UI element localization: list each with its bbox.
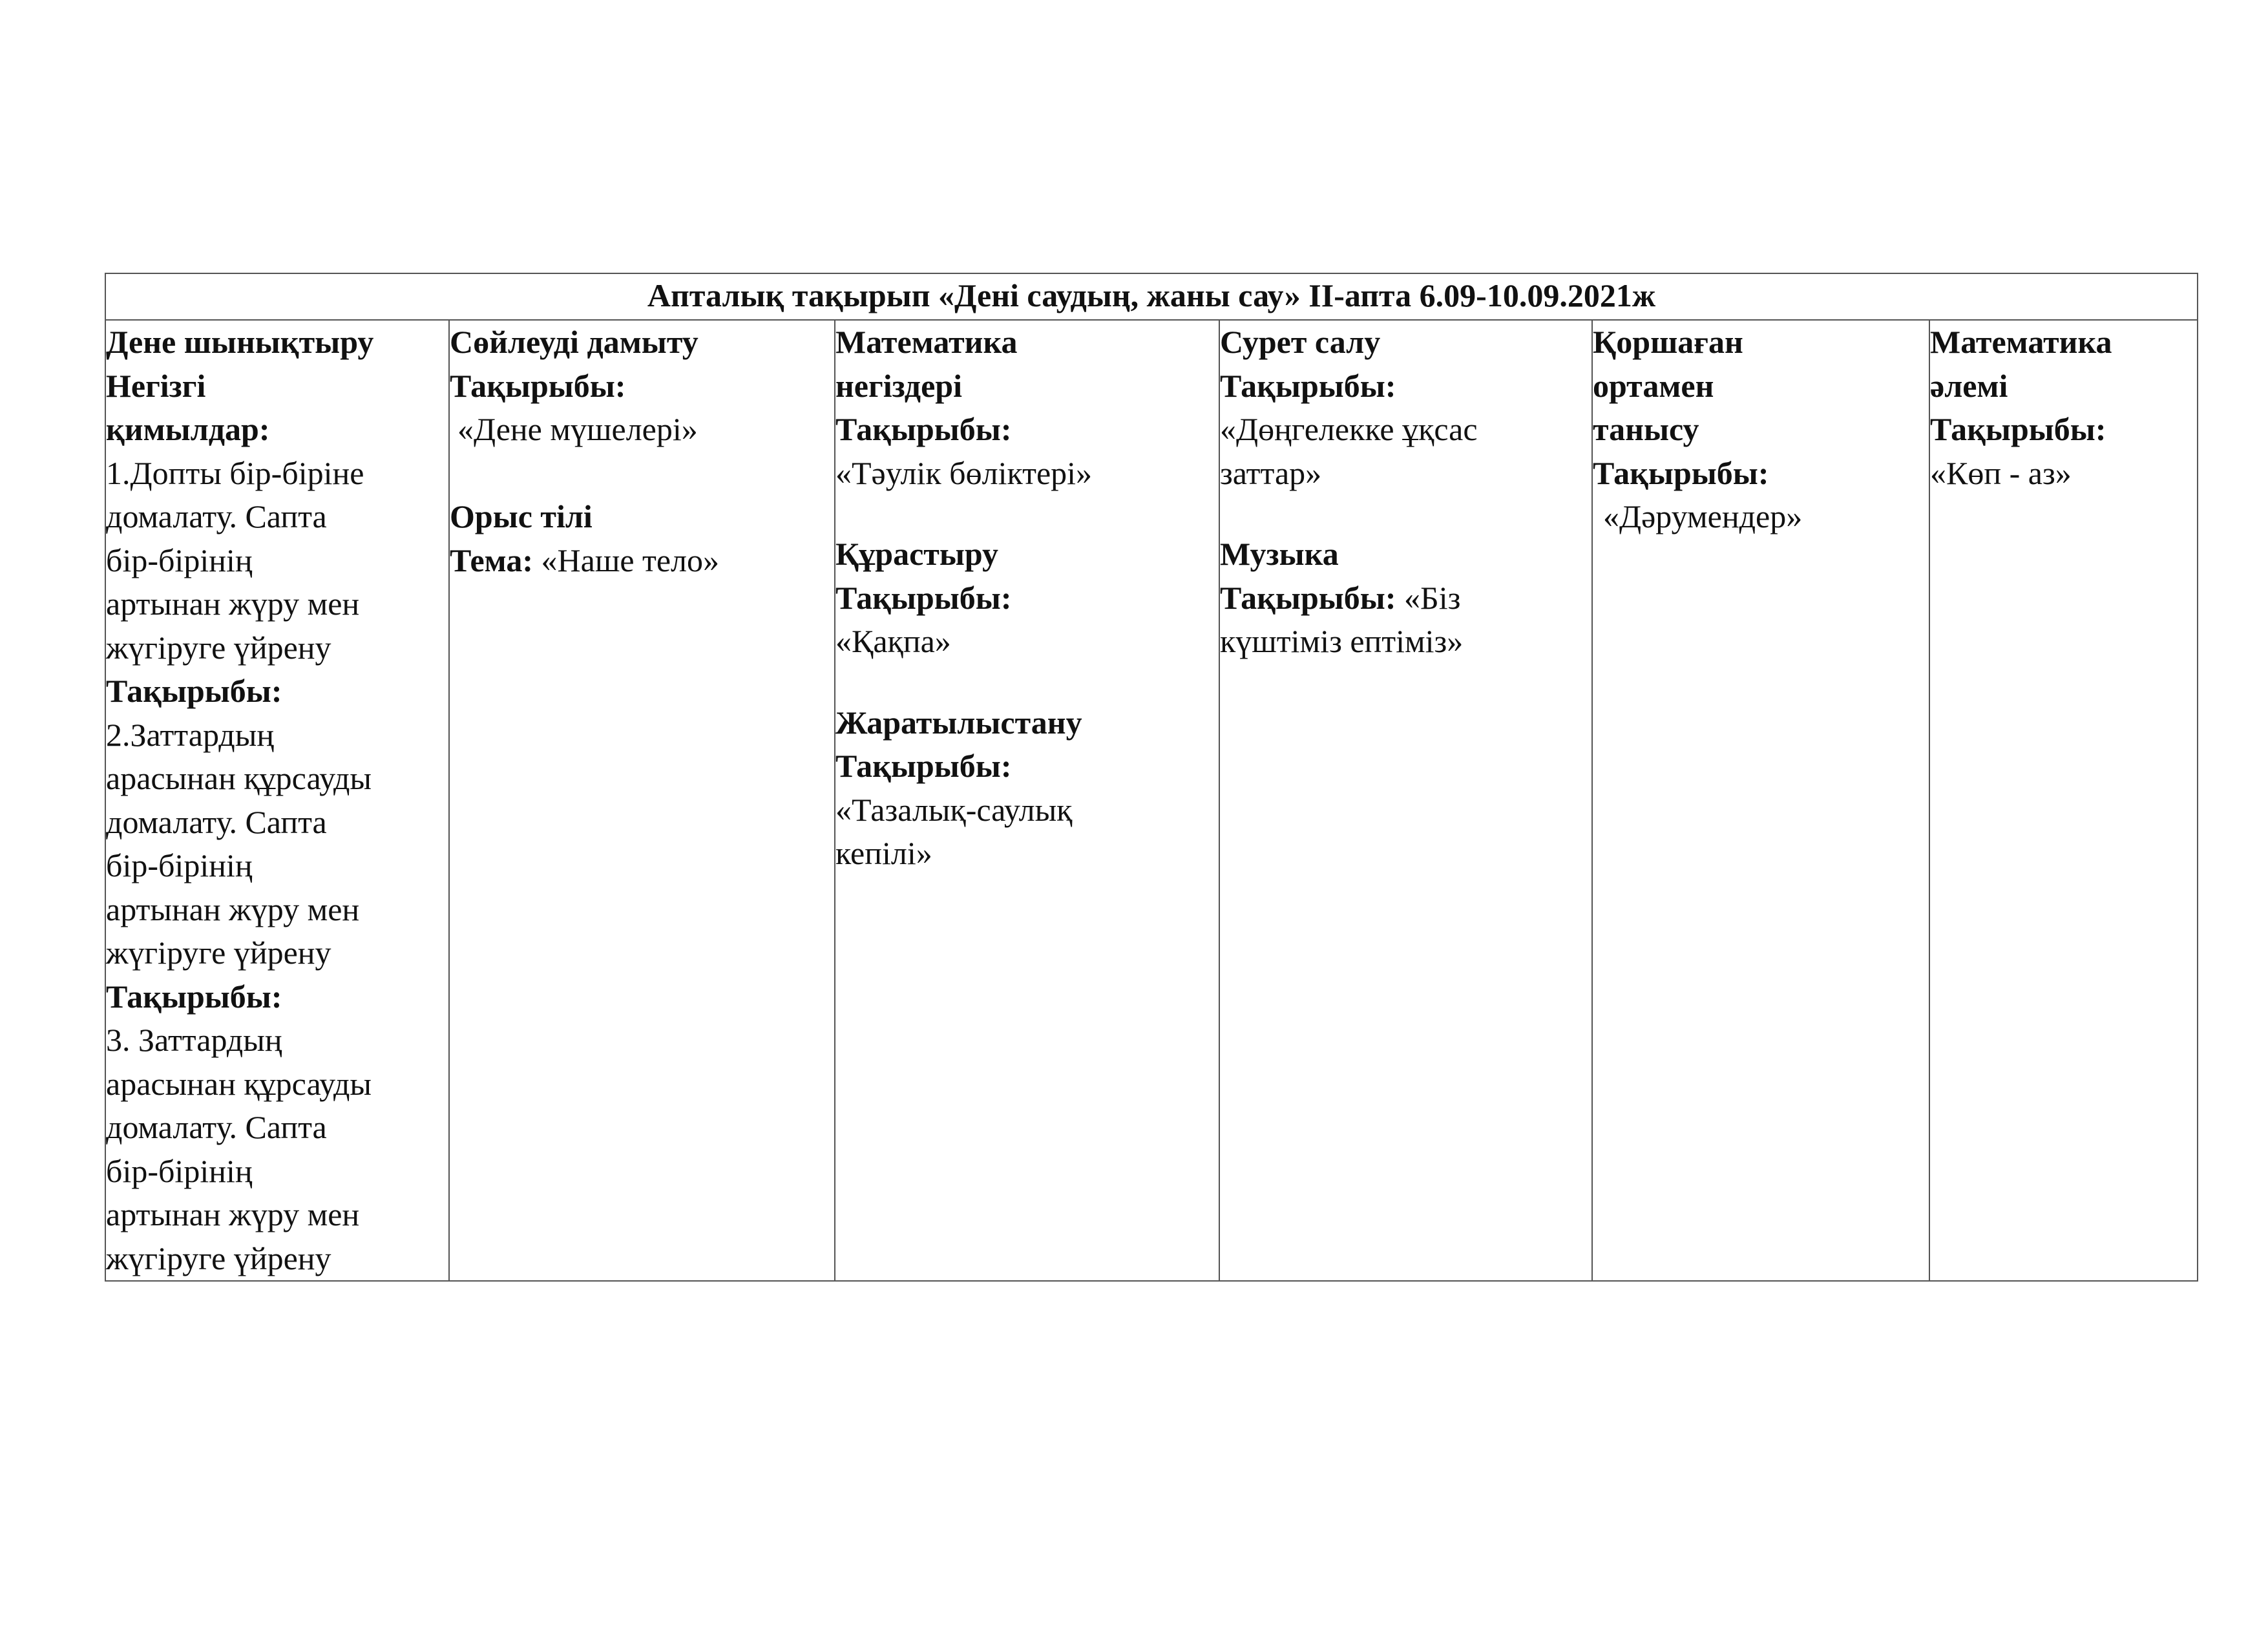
column-drawing xyxy=(1219,320,1592,1281)
topic-text: «Дене мүшелері» xyxy=(457,411,698,447)
subject-environment-a: Қоршаған xyxy=(1593,324,1743,360)
topic-text-b: күштіміз ептіміз» xyxy=(1220,623,1464,659)
subject-music: Музыка xyxy=(1220,536,1339,572)
text-line: арасынан құрсауды xyxy=(106,760,372,796)
topic-text-b: заттар» xyxy=(1220,454,1322,491)
topic-text-a: «Дөңгелекке ұқсас xyxy=(1220,411,1478,447)
column-world-of-math xyxy=(1929,320,2198,1281)
weekly-plan-table xyxy=(105,273,2198,1282)
physical-education-lines xyxy=(106,321,448,1280)
topic-label: Тақырыбы: xyxy=(450,367,626,404)
text-line: домалату. Сапта xyxy=(106,803,327,840)
subject-speech-development: Сөйлеуді дамыту xyxy=(450,324,698,360)
topic-label: Тақырыбы: xyxy=(835,579,1012,616)
text-line: арасынан құрсауды xyxy=(106,1065,372,1102)
topic-text-a: «Тазалық-саулық xyxy=(835,791,1073,828)
text-line: жүгіруге үйрену xyxy=(106,629,331,666)
topic-text: «Көп - аз» xyxy=(1930,454,2072,491)
topic-label: Тема: xyxy=(450,542,534,578)
topic-text: «Наше тело» xyxy=(533,542,720,578)
column-environment xyxy=(1592,320,1929,1281)
table-title: Апталық тақырып «Дені саудың, жаны сау» ІІ-апта 6.09-10.09.2021ж xyxy=(105,273,2198,320)
topic-text-b: кепілі» xyxy=(835,835,932,871)
text-line: бір-бірінің xyxy=(106,542,253,578)
subject-math-basics-a: Математика xyxy=(835,324,1018,360)
heading-line: Тақырыбы: xyxy=(106,978,282,1015)
topic-label: Тақырыбы: xyxy=(835,411,1012,447)
text-line: домалату. Сапта xyxy=(106,498,327,534)
topic-text: «Тәулік бөліктері» xyxy=(835,454,1093,491)
subject-drawing: Сурет салу xyxy=(1220,324,1381,360)
heading-line: Тақырыбы: xyxy=(106,673,282,709)
subject-construction: Құрастыру xyxy=(835,536,999,572)
title-row xyxy=(105,273,2198,320)
heading-line: қимылдар: xyxy=(106,411,270,447)
text-line: жүгіруге үйрену xyxy=(106,935,331,971)
subject-world-of-math-a: Математика xyxy=(1930,324,2112,360)
subject-environment-c: танысу xyxy=(1593,411,1699,447)
subject-math-basics-b: негіздері xyxy=(835,367,962,404)
text-line: артынан жүру мен xyxy=(106,586,360,622)
text-line: бір-бірінің xyxy=(106,847,253,883)
subject-world-of-math-b: әлемі xyxy=(1930,367,2008,404)
column-math-basics xyxy=(835,320,1219,1281)
subject-environment-b: ортамен xyxy=(1593,367,1714,404)
topic-text: «Дәрумендер» xyxy=(1603,498,1803,534)
topic-text-a: «Біз xyxy=(1396,579,1461,616)
topic-label: Тақырыбы: xyxy=(1930,411,2106,447)
text-line: 1.Допты бір-біріне xyxy=(106,454,364,491)
topic-text: «Қақпа» xyxy=(835,623,951,659)
text-line: домалату. Сапта xyxy=(106,1109,327,1145)
text-line: 2.Заттардың xyxy=(106,716,275,753)
weekly-plan-sheet xyxy=(105,273,2197,1276)
text-line: жүгіруге үйрену xyxy=(106,1240,331,1276)
subjects-row xyxy=(105,320,2198,1281)
text-line: артынан жүру мен xyxy=(106,891,360,927)
column-speech-development xyxy=(449,320,835,1281)
topic-label: Тақырыбы: xyxy=(1593,454,1769,491)
column-physical-education xyxy=(105,320,449,1281)
subject-natural-science: Жаратылыстану xyxy=(835,704,1082,741)
topic-label: Тақырыбы: xyxy=(1220,579,1396,616)
topic-label: Тақырыбы: xyxy=(1220,367,1396,404)
text-line: артынан жүру мен xyxy=(106,1196,360,1232)
heading-line: Негізгі xyxy=(106,367,206,404)
heading-line: Дене шынықтыру xyxy=(106,324,374,360)
subject-russian-language: Орыс тілі xyxy=(450,498,593,534)
text-line: 3. Заттардың xyxy=(106,1022,282,1058)
topic-label: Тақырыбы: xyxy=(835,748,1012,784)
text-line: бір-бірінің xyxy=(106,1152,253,1189)
